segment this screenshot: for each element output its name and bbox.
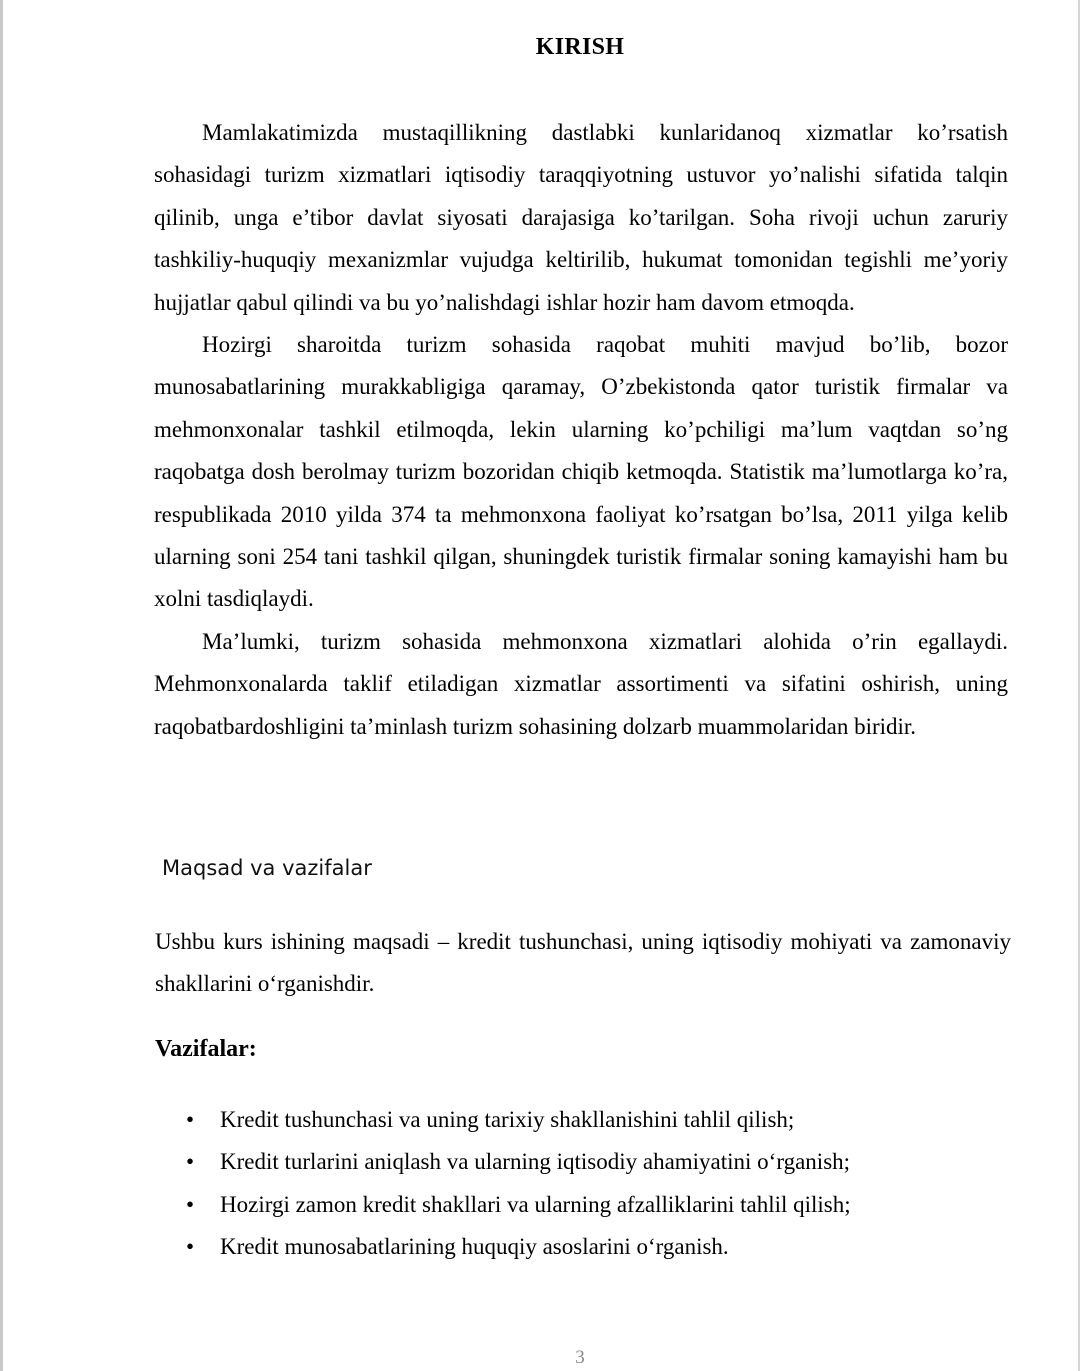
list-item: [0, 1226, 851, 1268]
goal-section: [155, 921, 1011, 1006]
list-item-text: Kredit munosabatlarining huquqiy asoslarini o‘rganish.: [220, 1234, 729, 1260]
paragraph-2: Hozirgi sharoitda turizm sohasida raqobat muhiti mavjud bo’lib, bozor munosabatlarining murakkabligiga qaramay, O’zbekistonda qator turistik firmalar va mehmonxonalar tashkil etilmoqda, lekin ularning ko’pchiligi ma’lum vaqtdan so’ng raqobatga dosh berolmay turizm bozoridan chiqib ketmoqda. Statistik ma’lumotlarga ko’ra, respublikada 2010 yilda 374 ta mehmonxona faoliyat ko’rsatgan bo’lsa, 2011 yilga kelib ularning soni 254 tani tashkil qilgan, shuningdek turistik firmalar soning kamayishi ham bu xolni tasdiqlaydi.: [154, 332, 1008, 612]
bullet-icon: •: [186, 1234, 195, 1260]
page-number: 3: [575, 1347, 585, 1368]
task-list: [0, 1099, 851, 1269]
list-item: [0, 1184, 851, 1226]
paragraph-1: Mamlakatimizda mustaqillikning dastlabki kunlaridanoq xizmatlar ko’rsatish sohasidagi turizm xizmatlari iqtisodiy taraqqiyotning ustuvor yo’nalishi sifatida talqin qilinib, unga e’tibor davlat siyosati darajasiga ko’tarilgan. Soha rivoji uchun zaruriy tashkiliy-huquqiy mexanizmlar vujudga keltirilib, hukumat tomonidan tegishli me’yoriy hujjatlar qabul qilindi va bu yo’nalishdagi ishlar hozir ham davom etmoqda.: [154, 120, 1008, 315]
list-item: [0, 1141, 851, 1183]
tasks-heading: Vazifalar:: [155, 1036, 257, 1062]
goal-paragraph: Ushbu kurs ishining maqsadi – kredit tushunchasi, uning iqtisodiy mohiyati va zamonaviy shakllarini o‘rganishdir.: [155, 929, 1011, 997]
section-subheading: Maqsad va vazifalar: [162, 856, 372, 880]
list-item-text: Kredit tushunchasi va uning tarixiy shakllanishini tahlil qilish;: [220, 1107, 795, 1132]
bullet-icon: •: [186, 1191, 195, 1217]
intro-section: [154, 112, 1008, 748]
list-item: [0, 1099, 851, 1141]
list-item-text: Kredit turlarini aniqlash va ularning iqtisodiy ahamiyatini o‘rganish;: [220, 1149, 851, 1175]
page-title: KIRISH: [535, 34, 625, 60]
paragraph-3: Ma’lumki, turizm sohasida mehmonxona xizmatlari alohida o’rin egallaydi. Mehmonxonalarda taklif etiladigan xizmatlar assortimenti va sifatini oshirish, uning raqobatbardoshligini ta’minlash turizm sohasining dolzarb muammolaridan biridir.: [154, 628, 1008, 739]
bullet-icon: •: [186, 1149, 195, 1175]
bullet-icon: •: [186, 1107, 195, 1132]
list-item-text: Hozirgi zamon kredit shakllari va ularning afzalliklarini tahlil qilish;: [220, 1191, 851, 1217]
